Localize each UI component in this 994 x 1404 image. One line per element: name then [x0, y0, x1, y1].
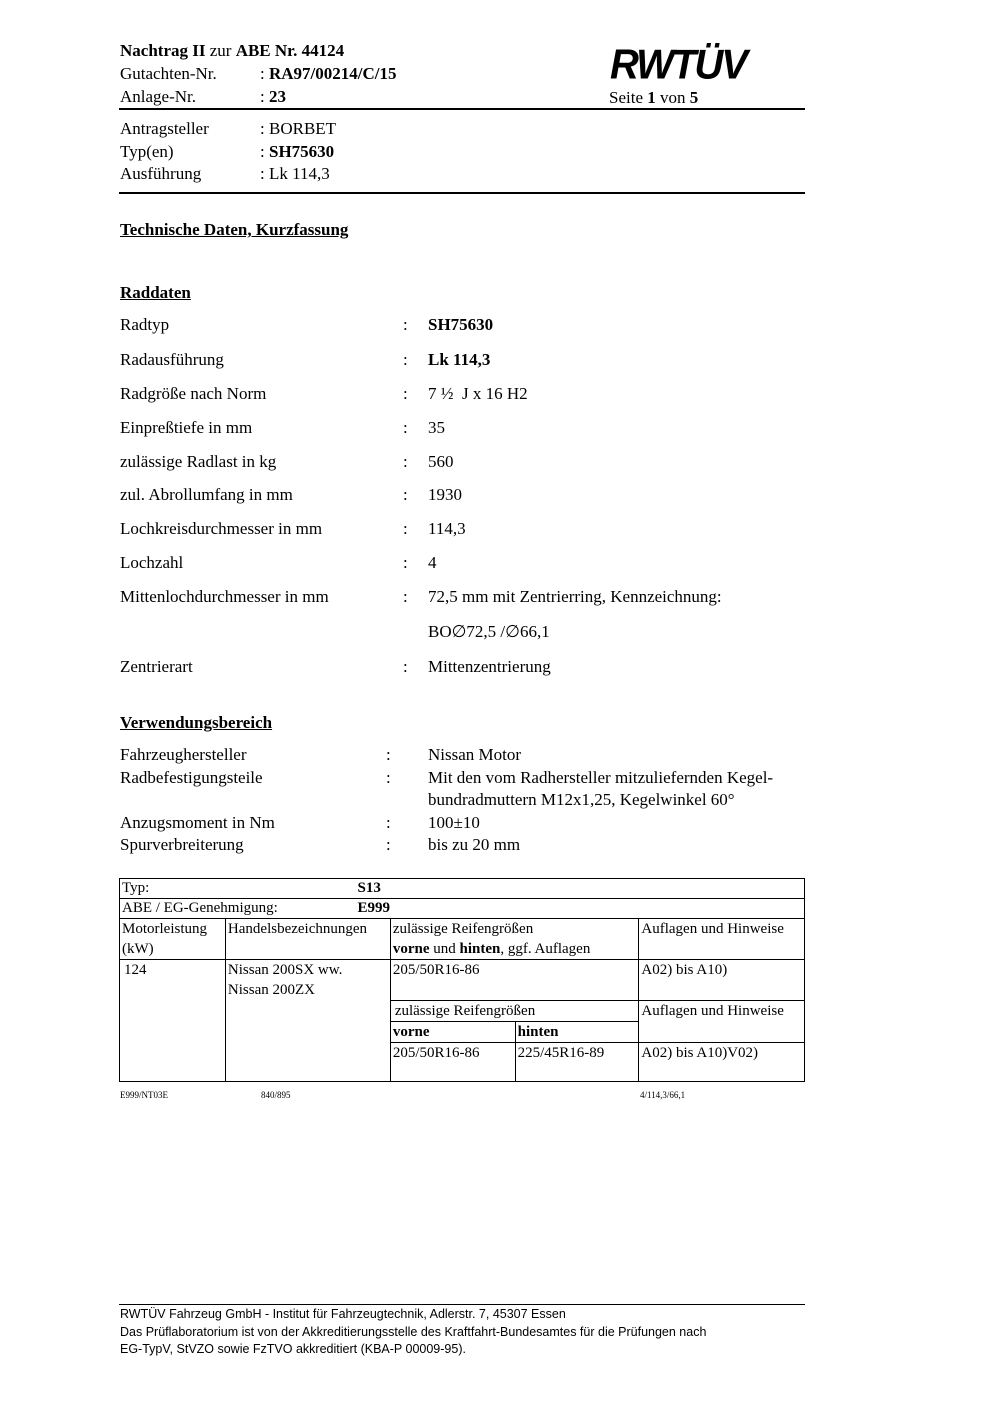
rad-label: Radgröße nach Norm [120, 384, 267, 403]
rad-value: SH75630 [428, 315, 494, 334]
col-header-text: Motorleistung [122, 921, 207, 937]
col-header-text: und [429, 941, 460, 957]
colon: : [403, 350, 408, 369]
section-tech-heading: Technische Daten, Kurzfassung [120, 220, 349, 239]
rad-label: Lochkreisdurchmesser in mm [120, 519, 323, 538]
section-raddaten-heading: Raddaten [120, 283, 191, 302]
rad-value: 4 [428, 553, 437, 572]
colon: : [403, 485, 408, 504]
rad-value: 114,3 [428, 519, 466, 538]
col-header-reifen [390, 919, 639, 960]
table-abe-label: ABE / EG-Genehmigung: [122, 900, 278, 916]
col-header-unit: (kW) [122, 941, 154, 957]
gutachten-label: Gutachten-Nr. [120, 64, 217, 83]
table-row [120, 899, 805, 919]
gutachten-value: : RA97/00214/C/15 [260, 64, 397, 83]
note-numbers: 840/895 [261, 1090, 291, 1100]
col-header-text: , ggf. Auflagen [500, 941, 591, 957]
verw-label: Spurverbreiterung [120, 835, 244, 854]
colon: : [386, 768, 391, 787]
cell-handel [225, 960, 390, 1082]
rad-value: 560 [428, 452, 454, 471]
rad-value-marking: BO∅72,5 /∅66,1 [428, 622, 550, 641]
col-header-text: zulässige Reifengrößen [392, 921, 534, 937]
sub-header-hinten: hinten [515, 1022, 639, 1043]
verw-value: Nissan Motor [428, 745, 522, 764]
colon: : [386, 745, 391, 764]
antrag-value: : BORBET [260, 119, 337, 138]
rad-value: 72,5 mm mit Zentrierring, Kennzeichnung: [428, 587, 722, 606]
rad-label: zul. Abrollumfang in mm [120, 485, 293, 504]
header-divider [119, 108, 805, 110]
note-spec: 4/114,3/66,1 [640, 1090, 686, 1100]
colon: : [403, 384, 408, 403]
page-label: von [655, 88, 690, 107]
colon: : [403, 519, 408, 538]
col-header-auflagen: Auflagen und Hinweise [639, 919, 805, 960]
cell-auflagen: A02) bis A10) [639, 960, 805, 1001]
rad-value: Mittenzentrierung [428, 657, 551, 676]
cell-text: Nissan 200SX ww. [227, 962, 343, 978]
anlage-value: : 23 [260, 87, 286, 106]
antrag-label: Antragsteller [120, 119, 209, 138]
colon: : [403, 418, 408, 437]
typ-label: Typ(en) [120, 142, 174, 161]
colon: : [403, 315, 408, 334]
rad-value: Lk 114,3 [428, 350, 491, 369]
rad-label: Radausführung [120, 350, 224, 369]
col-header-bold: hinten [459, 941, 501, 957]
verw-label: Anzugsmoment in Nm [120, 813, 275, 832]
table-abe-value: E999 [357, 900, 391, 916]
verw-label: Radbefestigungsteile [120, 768, 263, 787]
table-typ-value: S13 [357, 880, 381, 896]
rwtuev-logo: RWTÜV [610, 41, 746, 89]
cell-text: Nissan 200ZX [227, 982, 315, 998]
footer-line: RWTÜV Fahrzeug GmbH - Institut für Fahrzeugtechnik, Adlerstr. 7, 45307 Essen [120, 1307, 566, 1321]
title-part: Nachtrag II [120, 41, 206, 60]
sub-header-reifen: zulässige Reifengrößen [390, 1001, 639, 1022]
gutachten-number: RA97/00214/C/15 [268, 64, 397, 83]
footer-line: EG-TypV, StVZO sowie FzTVO akkreditiert (KBA-P 00009-95). [120, 1342, 466, 1356]
cell-auflagen: A02) bis A10)V02) [639, 1043, 805, 1082]
colon: : [386, 813, 391, 832]
anlage-label: Anlage-Nr. [120, 87, 197, 106]
page-current: 1 [647, 88, 656, 107]
page-total: 5 [689, 88, 699, 107]
col-header-handel: Handelsbezeichnungen [225, 919, 390, 960]
page-number [609, 88, 698, 108]
verw-value-cont: bundradmuttern M12x1,25, Kegelwinkel 60° [428, 790, 735, 809]
rad-value: 7 ½ J x 16 H2 [428, 384, 528, 403]
footer-line: Das Prüflaboratorium ist von der Akkreditierungsstelle des Kraftfahrt-Bundesamtes für die Prüfungen nach [120, 1325, 707, 1339]
table-typ-label: Typ: [122, 880, 150, 896]
rad-value: 1930 [428, 485, 462, 504]
table-row [120, 879, 805, 899]
document-title [120, 41, 344, 61]
rad-label: Einpreßtiefe in mm [120, 418, 253, 437]
rad-label: zulässige Radlast in kg [120, 452, 277, 471]
title-part: ABE Nr. 44124 [235, 41, 345, 60]
rad-label: Radtyp [120, 315, 170, 334]
footer-divider [119, 1304, 805, 1305]
colon: : [386, 835, 391, 854]
col-header-motor [120, 919, 226, 960]
verw-value: bis zu 20 mm [428, 835, 521, 854]
page-label: Seite [609, 88, 648, 107]
verw-value: Mit den vom Radhersteller mitzuliefernden Kegel- [428, 768, 774, 787]
ausf-value: : Lk 114,3 [260, 164, 330, 183]
colon: : [403, 587, 408, 606]
verw-value: 100±10 [428, 813, 480, 832]
typ-value: : SH75630 [260, 142, 335, 161]
table-header-row [120, 919, 805, 960]
vehicle-table [119, 878, 805, 1082]
col-header-bold: vorne [392, 941, 430, 957]
antrag-text: BORBET [268, 119, 337, 138]
title-part: zur [205, 41, 236, 60]
anlage-number: 23 [268, 87, 286, 106]
abe-cell [120, 899, 805, 919]
cell-tyre: 205/50R16-86 [390, 960, 639, 1001]
rad-value: 35 [428, 418, 445, 437]
verw-label: Fahrzeughersteller [120, 745, 247, 764]
rad-label: Lochzahl [120, 553, 184, 572]
sub-header-vorne: vorne [390, 1022, 515, 1043]
typ-text: SH75630 [268, 142, 335, 161]
applicant-divider [119, 192, 805, 194]
rad-label: Zentrierart [120, 657, 193, 676]
rad-label: Mittenlochdurchmesser in mm [120, 587, 329, 606]
section-verwendung-heading: Verwendungsbereich [120, 713, 273, 732]
table-row [120, 960, 805, 1001]
colon: : [403, 553, 408, 572]
cell-kw: 124 [120, 960, 226, 1082]
sub-header-auflagen: Auflagen und Hinweise [639, 1001, 805, 1043]
colon: : [403, 452, 408, 471]
cell-hinten: 225/45R16-89 [515, 1043, 639, 1082]
cell-vorne: 205/50R16-86 [390, 1043, 515, 1082]
colon: : [403, 657, 408, 676]
ausf-text: Lk 114,3 [268, 164, 330, 183]
note-code: E999/NT03E [120, 1090, 168, 1100]
ausf-label: Ausführung [120, 164, 202, 183]
typ-cell [120, 879, 805, 899]
